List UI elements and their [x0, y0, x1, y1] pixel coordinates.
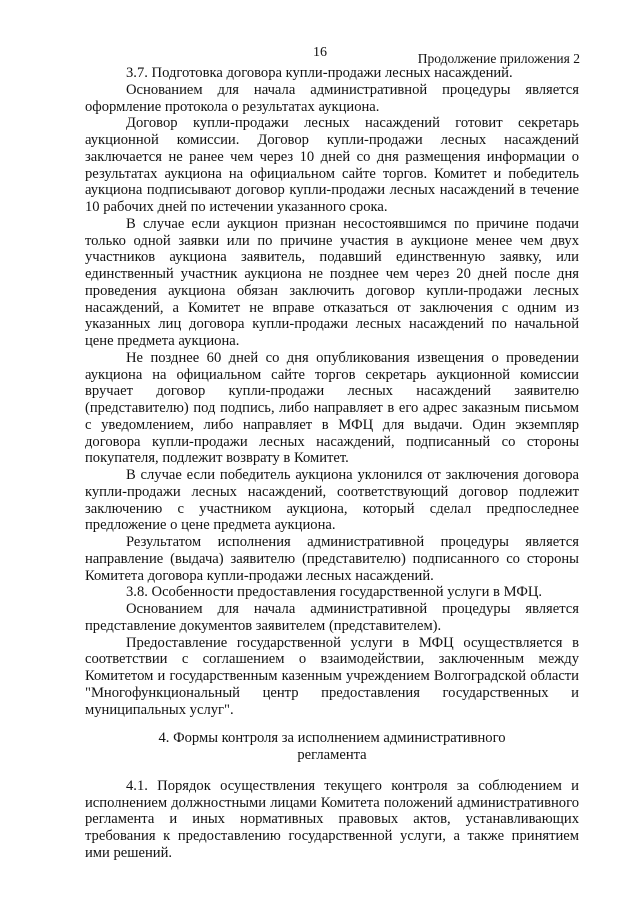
- body-paragraph: Предоставление государственной услуги в МФЦ осуществляется в соответствии с соглашением о взаимодействии, заключенным между Комитетом и государственным казенным учреждением Волгоградской области "Многофункциональный центр предоставления государственных и муниципальных услуг".: [85, 634, 579, 718]
- section-4-heading-line1: 4. Формы контроля за исполнением административного: [158, 730, 506, 747]
- subsection-3-7-title: 3.7. Подготовка договора купли-продажи лесных насаждений.: [126, 65, 513, 81]
- body-paragraph: Договор купли-продажи лесных насаждений готовит секретарь аукционной комиссии. Договор купли-продажи лесных насаждений заключается не ранее чем через 10 дней со дня размещения информации о результатах аукциона на официальном сайте торгов. Комитет и победитель аукциона подписывают договор купли-продажи лесных насаждений в течение 10 рабочих дней по истечении указанного срока.: [85, 115, 579, 215]
- body-paragraph: Основанием для начала административной процедуры является представление документов заявителем (представителем).: [85, 601, 579, 634]
- section-4-heading: [85, 730, 579, 764]
- body-paragraph: В случае если победитель аукциона уклонился от заключения договора купли-продажи лесных насаждений, соответствующий договор подлежит заключению с участником аукциона, который сделал предпоследнее предложение о цене предмета аукциона.: [85, 467, 579, 534]
- section-4-heading-line2: регламента: [297, 747, 367, 763]
- document-body: [85, 65, 579, 862]
- body-paragraph: Основанием для начала административной процедуры является оформление протокола о результатах аукциона.: [85, 81, 579, 115]
- body-paragraph: Результатом исполнения административной процедуры является направление (выдача) заявителю (представителю) подписанного со стороны Комитета договора купли-продажи лесных насаждений.: [85, 534, 579, 584]
- body-paragraph: Не позднее 60 дней со дня опубликования извещения о проведении аукциона на официальном сайте торгов секретарь аукционной комиссии вручает договор купли-продажи лесных насаждений заявителю (представителю) под подпись, либо направляет в его адрес заказным письмом с уведомлением, либо направляет в МФЦ для выдачи. Один экземпляр договора купли-продажи лесных насаждений, подписанный со стороны покупателя, подлежит возврату в Комитет.: [85, 349, 579, 467]
- appendix-continuation-note: Продолжение приложения 2: [417, 51, 580, 66]
- subsection-3-8-title: 3.8. Особенности предоставления государственной услуги в МФЦ.: [126, 584, 543, 601]
- body-paragraph: В случае если аукцион признан несостоявшимся по причине подачи только одной заявки или по причине участия в аукционе менее чем двух участников аукциона заявитель, подавший единственную заявку, или единственный участник аукциона не позднее чем через 20 дней после дня проведения аукциона обязан заключить договор купли-продажи лесных насаждений, а Комитет не вправе отказаться от заключения с одним из указанных лиц договора купли-продажи лесных насаждений по начальной цене предмета аукциона.: [85, 215, 579, 349]
- body-paragraph: 4.1. Порядок осуществления текущего контроля за соблюдением и исполнением должностными лицами Комитета положений административного регламента и иных нормативных правовых актов, устанавливающих требования к предоставлению государственной услуги, а также принятием ими решений.: [85, 777, 579, 861]
- page-number: 16: [313, 45, 327, 60]
